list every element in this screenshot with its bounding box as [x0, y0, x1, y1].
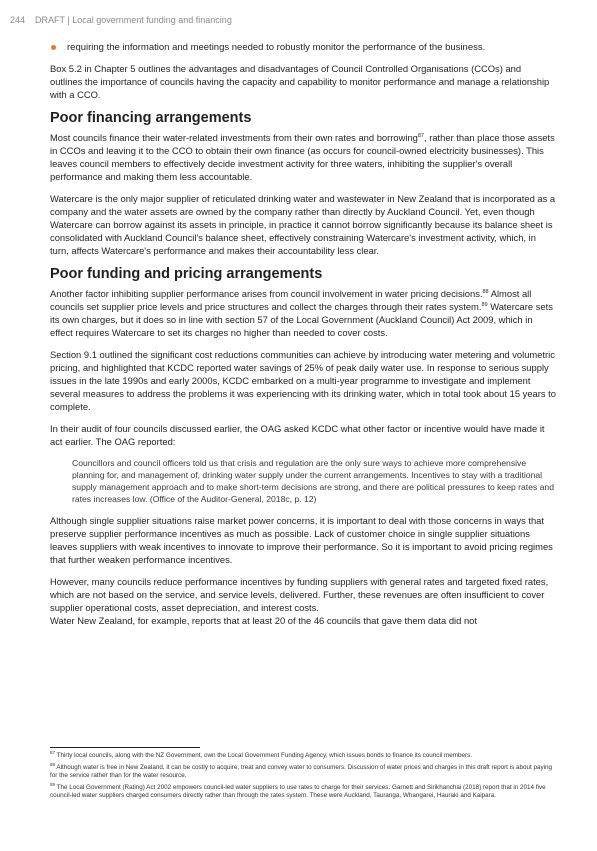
text-segment: Almost all councils set supplier price levels and price structures and collect the charges through their rates system. [50, 288, 532, 312]
running-header [10, 15, 232, 25]
paragraph-funding-1 [50, 287, 556, 339]
footnote-text: Thirty local councils, along with the NZ Government, own the Local Government Funding Agency, which issues bonds to finance its council members. [55, 752, 472, 759]
footnote-ref-88[interactable]: 88 [482, 288, 489, 295]
footnote-ref-89[interactable]: 89 [481, 301, 488, 308]
paragraph-funding-4: Although single supplier situations raise market power concerns, it is important to deal with those concerns in ways that preserve supplier performance incentives as much as possible. Lack of customer choice in single supplier situations leaves suppliers with weak incentives to innovate to improve their performance. So it is important to avoid pricing regimes that further weaken performance incentives. [50, 515, 553, 565]
paragraph-box-5-2: Box 5.2 in Chapter 5 outlines the advantages and disadvantages of Council Controlled Organisations (CCOs) and outlines the importance of councils having the capacity and capability to monitor performance and manage a relationship with a CCO. [50, 63, 550, 100]
text-segment: , rather than place those assets in CCOs and leaving it to the CCO to obtain their own finance (as occurs for council-owned electricity businesses). This leaves council members to effectively decide investment activity for three waters, inhibiting the supplier's overall performance and making them less accountable. [50, 132, 555, 182]
block-quote: Councillors and council officers told us that crisis and regulation are the only sure ways to achieve more comprehensive planning for, and management of, drinking water supply under the current arrangements. Incentives to stay with a traditional supply management approach and to make short-term decisions are strong, and there are political pressures to keep rates and rates increases low. (Office of the Auditor-General, 2018c, p. 12) [72, 458, 554, 504]
footnote-number: 87 [50, 749, 56, 755]
footnote-text: Although water is free in New Zealand, it can be costly to acquire, treat and convey water to consumers. Discussion of water prices and charges in this draft report is about paying for the service rather than for the water resource. [50, 763, 553, 779]
footnotes-section [50, 749, 555, 804]
text-segment: Another factor inhibiting supplier performance arises from council involvement in water pricing decisions. [50, 288, 483, 299]
footnote-number: 89 [50, 781, 56, 787]
paragraph-funding-2: Section 9.1 outlined the significant cost reductions communities can achieve by introducing water metering and volumetric pricing, and highlighted that KCDC reported water savings of 25% of peak daily water use. In response to serious supply issues in the late 1990s and early 2000s, KCDC embarked on a multi-year programme to investigate and implement several measures to address the problems it was experiencing with its drinking water, which in total took about 15 years to complete. [50, 349, 556, 412]
footnote-text: The Local Government (Rating) Act 2002 empowers council-led water suppliers to use rates to charge for their services. Garnett and Sirikhanchai (2018) report that in 2014 five council-led water suppliers charged consumers directly rather than through the rates system. These were Auckland, Tauranga, Whangarei, Hauraki and Kaipara. [50, 783, 546, 799]
page-number: 244 [10, 15, 26, 25]
footnote-number: 88 [50, 761, 56, 767]
running-title: DRAFT | Local government funding and financing [35, 15, 232, 25]
footnote-ref-87[interactable]: 87 [417, 132, 424, 139]
footnote-divider [50, 747, 200, 748]
bullet-dot-icon [51, 45, 56, 50]
text-segment: Watercare sets its own charges, but it does so in line with section 57 of the Local Government (Auckland Council) Act 2009, which in effect requires Watercare to set its charges no higher than needed to cover costs. [50, 301, 553, 338]
footnote-87 [50, 749, 555, 761]
paragraph-funding-6: Water New Zealand, for example, reports that at least 20 of the 46 councils that gave them data did not [50, 615, 477, 626]
heading-poor-funding: Poor funding and pricing arrangements [50, 266, 323, 282]
heading-poor-financing: Poor financing arrangements [50, 110, 252, 126]
paragraph-financing-2: Watercare is the only major supplier of reticulated drinking water and wastewater in New Zealand that is incorporated as a company and the water assets are owned by the company rather than directly by Auckland Council. Yet, even though Watercare can borrow against its assets in principle, in practice it cannot borrow significantly because its balance sheet is consolidated with Auckland Council's balance sheet, effectively constraining Watercare's investment activity, which, in turn, affects Watercare's performance and makes their accountability less clear. [50, 193, 556, 256]
paragraph-funding-3: In their audit of four councils discussed earlier, the OAG asked KCDC what other factor or incentive would have made it act earlier. The OAG reported: [50, 423, 545, 447]
bullet-item [50, 41, 556, 54]
paragraph-funding-5: However, many councils reduce performance incentives by funding suppliers with general rates and targeted fixed rates, which are not based on the service, and service levels, delivered. Further, these revenues are often insufficient to cover supplier operational costs, asset depreciation, and interest costs. [50, 576, 549, 613]
body-content [50, 41, 556, 636]
footnote-89 [50, 781, 555, 801]
paragraph-financing-1 [50, 131, 556, 183]
bullet-text: requiring the information and meetings needed to robustly monitor the performance of the business. [67, 42, 486, 53]
footnote-88 [50, 761, 555, 781]
text-segment: Most councils finance their water-related investments from their own rates and borrowing [50, 132, 418, 143]
